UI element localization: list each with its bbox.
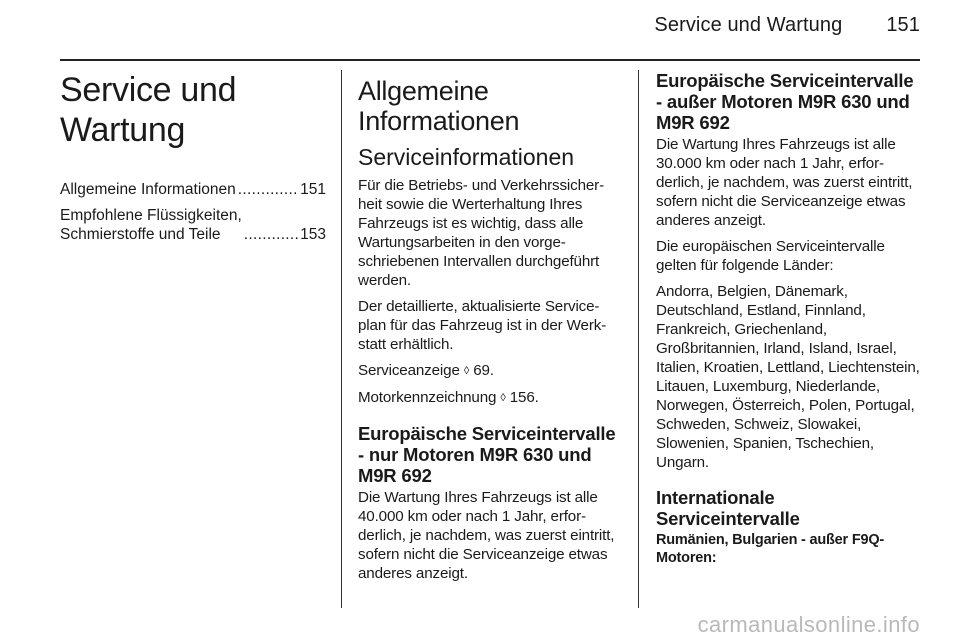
running-header-title: Service und Wartung bbox=[654, 14, 843, 36]
watermark: carmanualsonline.info bbox=[697, 612, 920, 637]
page-number: 151 bbox=[886, 14, 920, 36]
country-list: Andorra, Belgien, Dänemark, Deutschland, Estland, Finnland, Frankreich, Griechenland, Großbritannien, Irland, Island, Israel, Italien, Kroatien, Lettland, Liechtenstein, Litauen, Luxemburg, Niederlande, Norwegen, Österreich, Polen, Portugal, Schweden, Schweiz, Slowakei, Slowenien, Spanien, Tschechien, Ungarn. bbox=[656, 283, 920, 471]
column-general-info bbox=[358, 70, 620, 590]
toc-leader-dots bbox=[238, 180, 298, 199]
heading-international-intervals: Internationale Serviceintervalle bbox=[656, 487, 800, 529]
xref-text: Serviceanzeige bbox=[358, 362, 460, 379]
xref-text: Motorkennzeichnung bbox=[358, 389, 497, 406]
paragraph: Die europäischen Serviceintervalle gelten für folgende Länder: bbox=[656, 238, 885, 274]
toc-entry-page: 151 bbox=[300, 181, 326, 198]
cross-reference-engine-id[interactable] bbox=[358, 388, 620, 408]
toc-leader-dots bbox=[244, 225, 298, 244]
xref-arrow-icon: ◊ bbox=[500, 392, 506, 404]
toc-entry-text: Allgemeine Informationen bbox=[60, 181, 236, 198]
column-divider-1 bbox=[341, 70, 342, 608]
cross-reference-service-display[interactable] bbox=[358, 361, 620, 381]
column-intervals bbox=[656, 70, 920, 567]
header-rule bbox=[60, 59, 920, 61]
subsection-heading-service-info: Serviceinformationen bbox=[358, 144, 575, 170]
heading-european-intervals-except-m9r: Europäische Serviceintervalle - außer Motoren M9R 630 und M9R 692 bbox=[656, 70, 914, 133]
toc-entry-page: 153 bbox=[300, 226, 326, 243]
toc-entry-text: Empfohlene Flüssigkeiten, Schmierstoffe und Teile bbox=[60, 207, 242, 243]
xref-page: 69. bbox=[473, 362, 494, 379]
paragraph: Der detaillierte, aktualisierte Serviceplan für das Fahrzeug ist in der Werkstatt erhältlich. bbox=[358, 298, 607, 353]
column-divider-2 bbox=[638, 70, 639, 608]
column-toc bbox=[60, 70, 326, 251]
chapter-title: Service und Wartung bbox=[60, 71, 237, 149]
paragraph: Die Wartung Ihres Fahrzeugs ist alle 40.000 km oder nach 1 Jahr, erforderlich, je nachdem, was zuerst eintritt, sofern nicht die Serviceanzeige etwas anderes anzeigt. bbox=[358, 489, 615, 582]
paragraph: Die Wartung Ihres Fahrzeugs ist alle 30.000 km oder nach 1 Jahr, erforderlich, je nachdem, was zuerst eintritt, sofern nicht die Serviceanzeige etwas anderes anzeigt. bbox=[656, 136, 913, 229]
running-header bbox=[0, 14, 920, 37]
section-heading-general-info: Allgemeine Informationen bbox=[358, 76, 520, 136]
heading-european-intervals-m9r: Europäische Serviceintervalle - nur Motoren M9R 630 und M9R 692 bbox=[358, 423, 616, 486]
toc-entry-general-info[interactable] bbox=[60, 180, 326, 199]
xref-page: 156. bbox=[509, 389, 539, 406]
paragraph: Für die Betriebs- und Verkehrssicherheit sowie die Werterhaltung Ihres Fahrzeugs ist es wichtig, dass alle Wartungsarbeiten in den vorgeschriebenen Intervallen durchgeführt werden. bbox=[358, 177, 605, 289]
toc-entry-fluids[interactable] bbox=[60, 206, 326, 244]
xref-arrow-icon: ◊ bbox=[463, 365, 470, 377]
heading-romania-bulgaria: Rumänien, Bulgarien - außer F9Q-Motoren: bbox=[656, 532, 885, 566]
